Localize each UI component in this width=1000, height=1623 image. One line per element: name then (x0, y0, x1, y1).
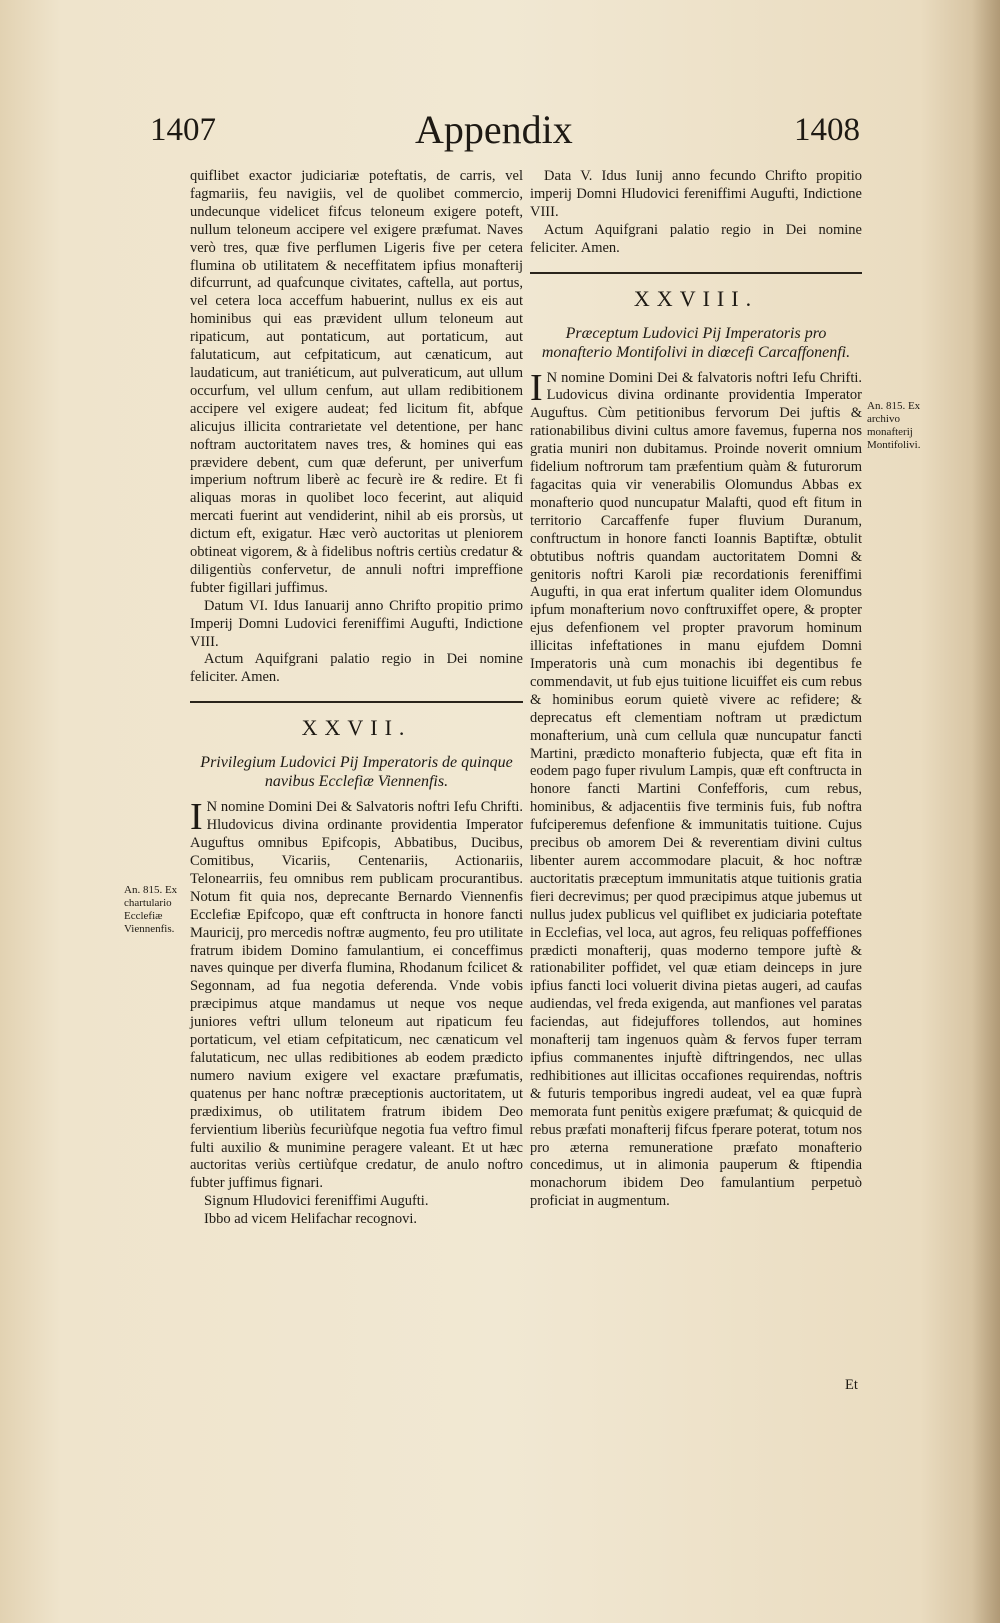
right-date-line: Data V. Idus Iunij anno fecundo Chrifto propitio imperij Domni Hludovici fereniffimi Augufti, Indictione VIII. (530, 168, 862, 220)
drop-cap-left: I (190, 796, 203, 839)
section-number-27: XXVII. (301, 715, 412, 741)
margin-note-right: An. 815. Ex archivo monafterij Montifolivi. (867, 400, 921, 451)
section-divider-right (530, 272, 862, 274)
left-actum-line: Actum Aquifgrani palatio regio in Dei nomine feliciter. Amen. (190, 651, 523, 686)
running-header (150, 107, 860, 160)
right-charter-body: N nomine Domini Dei & falvatoris noftri Iefu Chrifti. Ludovicus divina ordinante providentia Imperator Auguftus. Cùm petitionibus fervorum Dei juftis & rationabilibus divini cultus amore favemus, fuperna nos gratia muniri non dubitamus. Proinde noverit omnium fidelium noftrorum tam præfentium quàm & futurorum fagacitas quia vir venerabilis Olomundus Abbas ex monafterio quod nuncupatur Malafti, quod eft fitum in territorio Carcaffenfe fuper fluvium Duranum, conftructum in honore fancti Ioannis Baptiftæ, obtulit obtutibus noftris quandam auctoritatem Domni & genitoris noftri Karoli piæ recordationis fereniffimi Augufti, in qua erat infertum qualiter idem Olomundus ipfum monafterium novo conftruxiffet opere, & propter ejus defenfionem vel propter pravorum hominum illicitas infeftationes in manu ejufdem Domni Imperatoris unà cum monachis ibi degentibus fe commendavit, ut fub ejus tuitione licuiffet eis cum rebus & hominibus eorum quietè vivere ac refidere; & deprecatus eft clementiam noftram ut prædictum monafterium, unà cum cellula quæ nuncupatur fancti Martini, prædicto monafterio fubjecta, quæ eft fita in eodem pago fuper rivulum Lampis, quæ eft conftructa in honore fancti Martini Confefforis, cum rebus, hominibus, & adjacentiis five terminis fuis, fub noftra fufciperemus defenfione & immunitatis tuitione. Cujus precibus ob amorem Dei & reverentiam divini cultus libenter aurem accommodare placuit, & hoc noftræ auctoritatis præceptum immunitatis atque tuitionis gratia fieri decrevimus; per quod præcipimus atque jubemus ut nullus judex publicus vel quiflibet ex judiciaria poteftate in Ecclefias, vel loca, aut agros, feu reliquas poffeffiones prædicti monafterij, quas moderno tempore juftè & rationabiliter poffidet, vel quæ etiam deinceps in jure ipfius fancti loci voluerit divina pietas augeri, ad caufas audiendas, vel freda exigenda, aut manfiones vel paratas faciendas, aut fidejuffores tollendos, aut homines monafterij tam ingenuos quàm & fervos fuper terram ipfius commanentes injuftè diftringendos, nec ullas redhibitiones aut illicitas occafiones requirendas, noftris & futuris temporibus ingredi audeat, vel ea quæ fuprà memorata funt penitùs exigere præfumat; & quicquid de rebus præfati monafterij fifcus fperare poterat, totum nos pro æterna remuneratione præfato monafterio concedimus, ut in alimonia pauperum & ftipendia monachorum ibidem Deo famulantium perpetuò proficiat in augmentum. (530, 369, 862, 1210)
section-divider-left (190, 701, 523, 703)
page-edge-shadow (972, 0, 1000, 1623)
page-number-right: 1408 (794, 112, 860, 148)
left-date-line: Datum VI. Idus Ianuarij anno Chrifto propitio primo Imperij Domni Ludovici fereniffimi Augufti, Indictione VIII. (190, 597, 523, 650)
right-actum-line: Actum Aquifgrani palatio regio in Dei nomine feliciter. Amen. (530, 221, 862, 256)
left-charter-text (190, 796, 523, 1193)
right-charter-text (530, 366, 862, 1212)
left-paragraph-1: quiflibet exactor judiciariæ poteftatis, de carris, vel fagmariis, feu navigiis, vel de quolibet commercio, undecunque videlicet fifcus teloneum exigere poteft, nullum teloneum accipere vel exigere præfumat. Naves verò tres, quæ five perflumen Ligeris five per cetera flumina ob utilitatem & neceffitatem ipfius monafterij difcurrunt, ad quafcunque civitates, caftella, aut portus, vel cetera loca acceffum habuerint, nullus ex eis aut hominibus qui eas prævident ullum teloneum aut ripaticum, aut pontaticum, aut portaticum, aut falutaticum, aut cefpitaticum, aut cænaticum, aut laudaticum, aut traniéticum, aut pulveraticum, aut ullum occurfum, vel ullum cenfum, aut ullam redibitionem accipere vel exigere audeat; fed licitum fit, abfque alicujus illicita contrarietate vel detentione, per hanc noftram auctoritatem naves tres, & homines qui eas prævidere debent, cum quæ deferunt, per univerfum imperium noftrum liberè ac fecurè ire & redire. Et fi aliquas moras in quolibet loco fecerint, aut aliquid mercati fuerint aut vendiderint, nihil ab eis prorsùs, ut dictum eft, exigatur. Hæc verò auctoritas ut pleniorem obtineat vigorem, & à fidelibus noftris certiùs credatur & diligentiùs confervetur, de annuli noftri impreffione fubter figillari juffimus. (190, 168, 523, 596)
section-title-27: Privilegium Ludovici Pij Imperatoris de quinque navibus Ecclefiæ Viennenfis. (200, 754, 513, 791)
margin-note-left: An. 815. Ex chartulario Ecclefiæ Viennenfis. (124, 884, 178, 935)
right-column (530, 168, 862, 1211)
running-title: Appendix (415, 107, 573, 152)
catchword: Et (845, 1377, 858, 1393)
left-column (190, 168, 523, 1229)
drop-cap-right: I (530, 366, 543, 409)
left-recognovi-line: Ibbo ad vicem Helifachar recognovi. (204, 1211, 417, 1228)
section-number-28: XXVIII. (633, 285, 759, 311)
left-charter-body: N nomine Domini Dei & Salvatoris noftri Iefu Chrifti. Hludovicus divina ordinante providentia Imperator Auguftus omnibus Epifcopis, Abbatibus, Ducibus, Comitibus, Vicariis, Centenariis, Actionariis, Telonearriis, feu omnibus rem publicam procurantibus. Notum fit quia nos, deprecante Bernardo Viennenfis Ecclefiæ Epifcopo, quæ eft conftructa in honore fancti Mauricij, pro mercedis noftræ augmento, feu pro utilitate fratrum ibidem Domino famulantium, ei conceffimus naves quinque per diverfa flumina, Rhodanum fcilicet & Segonnam, ad fua negotia deferenda. Vnde vobis præcipimus atque mandamus ut neque vos neque juniores veftri ullum teloneum aut ripaticum feu portaticum, vel etiam cefpitaticum, nec cænaticum vel falutaticum, nec ullas redibitiones ab eodem prædicto numero navium exigere vel exactare præfumatis, quatenus per hanc noftræ præceptionis auctoritatem, ut prædiximus, ob utilitatem fratrum ibidem Deo fervientium liberiùs fecuriùfque negotia fua veftro fimul fulti auxilio & munimine peragere valeant. Et ut hæc auctoritas veriùs certiùfque credatur, de anulo noftro fubter juffimus fignari. (190, 799, 523, 1192)
section-title-28: Præceptum Ludovici Pij Imperatoris pro monafterio Montifolivi in diœcefi Carcaffonenfi. (541, 324, 851, 361)
left-signum-line: Signum Hludovici fereniffimi Augufti. (204, 1193, 429, 1210)
page-number-left: 1407 (150, 112, 216, 148)
